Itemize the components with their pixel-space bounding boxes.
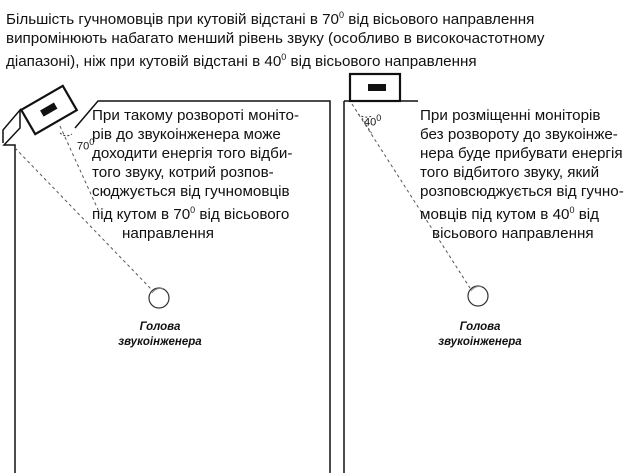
right-note-line: мовців під кутом в $40^0$ від — [420, 205, 600, 224]
right-note-line: вісьового направлення — [432, 225, 594, 243]
right-monitor-speaker — [350, 74, 400, 101]
right-note-line: без розвороту до звукоінже- — [420, 126, 618, 143]
right-head-label: Голова звукоінженера — [438, 321, 522, 348]
left-engineer-head — [149, 288, 169, 308]
right-note-line: того відбитого звуку, який — [420, 164, 600, 181]
header-line-1: Більшість гучномовців при кутовій відстані в $70^0$ від вісьового направлення — [6, 10, 535, 29]
header-line-3: діапазоні), ніж при кутовій відстані в $40^0$ від вісьового направлення — [6, 52, 477, 71]
right-note-line: нера буде прибувати енергія — [420, 145, 623, 162]
left-monitor-speaker — [21, 86, 77, 134]
left-angle-label: $70^0$ — [77, 137, 95, 153]
right-note — [420, 106, 635, 243]
left-note-line: доходити енергія того відби- — [92, 145, 293, 162]
left-note-line: під кутом в $70^0$ від вісьового — [92, 205, 290, 224]
left-note-line: сюджується від гучномовців — [92, 183, 290, 200]
left-wall — [3, 110, 20, 473]
left-angle-arc — [60, 133, 72, 136]
right-angle-label: $40^0$ — [364, 113, 382, 129]
header-line-2: випромінюють набагато менший рівень звуку (особливо в високочастотному — [6, 30, 545, 48]
left-note-line: того звуку, котрий розпов- — [92, 164, 274, 181]
left-note-line: направлення — [122, 225, 214, 243]
left-note — [92, 106, 332, 243]
right-engineer-head — [468, 286, 488, 306]
left-note-line: рів до звукоінженера може — [92, 126, 281, 143]
right-note-line: розповсюджується від гучно- — [420, 183, 624, 200]
right-note-line: При розміщенні моніторів — [420, 107, 601, 124]
left-head-label: Голова звукоінженера — [118, 321, 202, 348]
left-note-line: При такому розвороті моніто- — [92, 107, 300, 124]
header-text — [6, 6, 631, 71]
